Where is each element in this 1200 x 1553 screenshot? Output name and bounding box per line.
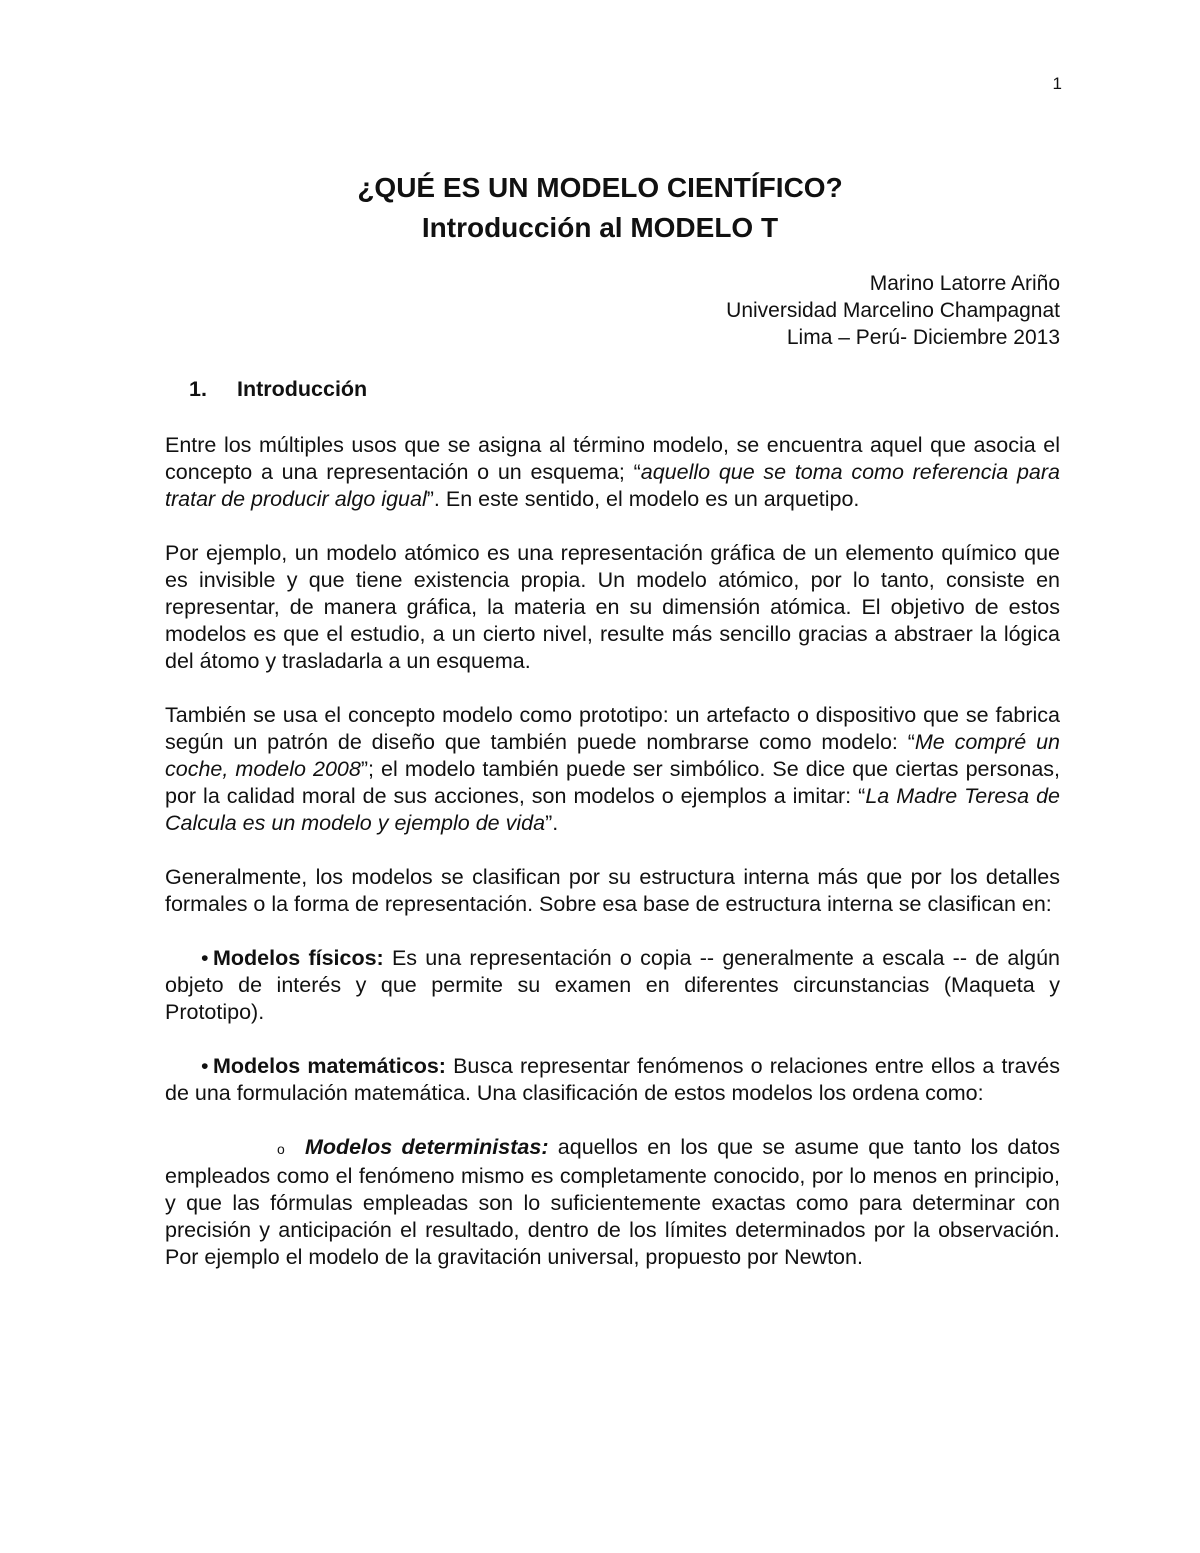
- paragraph-1-quote: aquello que se toma como referencia para tratar de producir algo igual: [165, 460, 1060, 511]
- page-number: 1: [1052, 74, 1062, 93]
- bullet-math-text: Busca representar fenómenos o relaciones entre ellos a través de una formulación matemática. Una clasificación de estos modelos los ordena como:: [165, 1054, 1060, 1105]
- bullet-math-models: [165, 1053, 1060, 1107]
- document-title: [0, 168, 1200, 248]
- paragraph-3-text-c: ”.: [545, 811, 559, 835]
- paragraph-1-text-a: Entre los múltiples usos que se asigna al término modelo, se encuentra aquel que asocia el concepto a una representación o un esquema; “: [165, 433, 1060, 484]
- bullet-physical-text: Es una representación o copia -- generalmente a escala -- de algún objeto de interés y que permite su examen en diferentes circunstancias (Maqueta y Prototipo).: [165, 946, 1060, 1024]
- paragraph-3-quote-1: Me compré un coche, modelo 2008: [165, 730, 1061, 781]
- sub-bullet-deterministic-term: Modelos deterministas:: [305, 1135, 549, 1159]
- section-title: Introducción: [237, 377, 368, 401]
- sub-bullet-deterministic-text: aquellos en los que se asume que tanto los datos empleados como el fenómeno mismo es completamente conocido, por lo menos en principio, y que las fórmulas empleadas son lo suficientemente exactas como para determinar con precisión y anticipación el resultado, dentro de los límites determinados por la observación. Por ejemplo el modelo de la gravitación universal, propuesto por Newton.: [165, 1135, 1060, 1269]
- bullet-math-term: Modelos matemáticos:: [213, 1054, 446, 1078]
- bullet-physical-term: Modelos físicos:: [213, 946, 384, 970]
- paragraph-1-text-b: ”. En este sentido, el modelo es un arquetipo.: [426, 487, 860, 511]
- section-heading: [189, 376, 1060, 403]
- author-block: [726, 270, 1060, 351]
- author-institution: Universidad Marcelino Champagnat: [726, 299, 1060, 322]
- bullet-icon: •: [201, 946, 209, 970]
- paragraph-3-text-b: ”; el modelo también puede ser simbólico. Se dice que ciertas personas, por la calidad moral de sus acciones, son modelos o ejemplos a imitar: “: [165, 757, 1061, 808]
- paragraph-3-text-a: También se usa el concepto modelo como prototipo: un artefacto o dispositivo que se fabrica según un patrón de diseño que también puede nombrarse como modelo: “: [165, 703, 1060, 754]
- sub-bullet-icon: o: [277, 1141, 285, 1157]
- paragraph-2: Por ejemplo, un modelo atómico es una representación gráfica de un elemento químico que es invisible y que tiene existencia propia. Un modelo atómico, por lo tanto, consiste en representar, de manera gráfica, la materia en su dimensión atómica. El objetivo de estos modelos es que el estudio, a un cierto nivel, resulte más sencillo gracias a abstraer la lógica del átomo y trasladarla a un esquema.: [165, 541, 1060, 673]
- document-body: [165, 376, 1060, 1298]
- sub-bullet-deterministic-models: [165, 1134, 1060, 1271]
- bullet-physical-models: [165, 945, 1060, 1026]
- bullet-icon: •: [201, 1054, 209, 1078]
- paragraph-4: Generalmente, los modelos se clasifican por su estructura interna más que por los detalles formales o la forma de representación. Sobre esa base de estructura interna se clasifican en:: [165, 865, 1060, 916]
- author-name: Marino Latorre Ariño: [869, 272, 1060, 295]
- paragraph-1: [165, 432, 1060, 513]
- section-number: 1.: [189, 377, 207, 401]
- paragraph-3-quote-2: La Madre Teresa de Calcula es un modelo y ejemplo de vida: [165, 784, 1060, 835]
- title-line-2: Introducción al MODELO T: [421, 212, 779, 243]
- paragraph-3: [165, 702, 1060, 837]
- author-place-date: Lima – Perú- Diciembre 2013: [786, 326, 1060, 349]
- title-line-1: ¿QUÉ ES UN MODELO CIENTÍFICO?: [357, 172, 843, 203]
